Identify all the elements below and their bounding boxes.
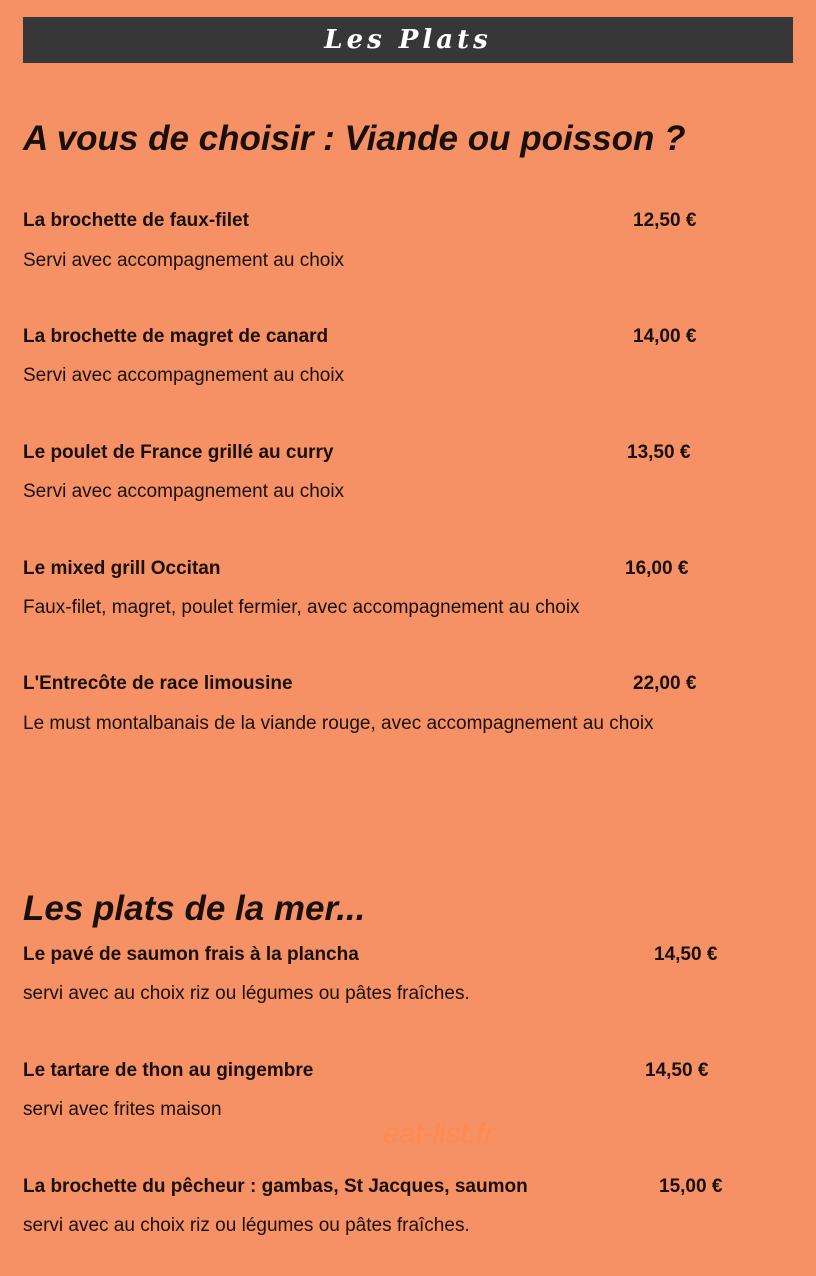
dish-description: servi avec frites maison <box>23 1099 222 1120</box>
dish-name: Le poulet de France grillé au curry <box>23 442 334 463</box>
page-title: Les Plats <box>324 25 492 55</box>
dish-price: 22,00 € <box>633 673 697 694</box>
dish-name: La brochette du pêcheur : gambas, St Jacques, saumon <box>23 1176 528 1197</box>
dish-price: 14,50 € <box>645 1060 709 1081</box>
dish-description: Servi avec accompagnement au choix <box>23 250 345 271</box>
dish-description: Servi avec accompagnement au choix <box>23 365 345 386</box>
dish-name: Le pavé de saumon frais à la plancha <box>23 944 359 965</box>
dish-description: Faux-filet, magret, poulet fermier, avec accompagnement au choix <box>23 597 580 618</box>
dish-name: L'Entrecôte de race limousine <box>23 673 293 694</box>
header-bar <box>23 17 793 63</box>
dish-description: servi avec au choix riz ou légumes ou pâtes fraîches. <box>23 1215 470 1236</box>
dish-description: Servi avec accompagnement au choix <box>23 481 345 502</box>
dish-name: Le mixed grill Occitan <box>23 558 221 579</box>
dish-description: Le must montalbanais de la viande rouge, avec accompagnement au choix <box>23 713 654 734</box>
dish-price: 13,50 € <box>627 442 691 463</box>
dish-price: 16,00 € <box>625 558 689 579</box>
dish-price: 15,00 € <box>659 1176 723 1197</box>
dish-name: La brochette de faux-filet <box>23 210 249 231</box>
dish-name: La brochette de magret de canard <box>23 326 329 347</box>
watermark: eat-list.fr <box>383 1118 495 1150</box>
section-title-seafood: Les plats de la mer... <box>23 889 366 928</box>
dish-description: servi avec au choix riz ou légumes ou pâtes fraîches. <box>23 983 470 1004</box>
dish-price: 14,00 € <box>633 326 697 347</box>
dish-name: Le tartare de thon au gingembre <box>23 1060 314 1081</box>
dish-price: 12,50 € <box>633 210 697 231</box>
section-title-meat-or-fish: A vous de choisir : Viande ou poisson ? <box>23 119 686 158</box>
dish-price: 14,50 € <box>654 944 718 965</box>
